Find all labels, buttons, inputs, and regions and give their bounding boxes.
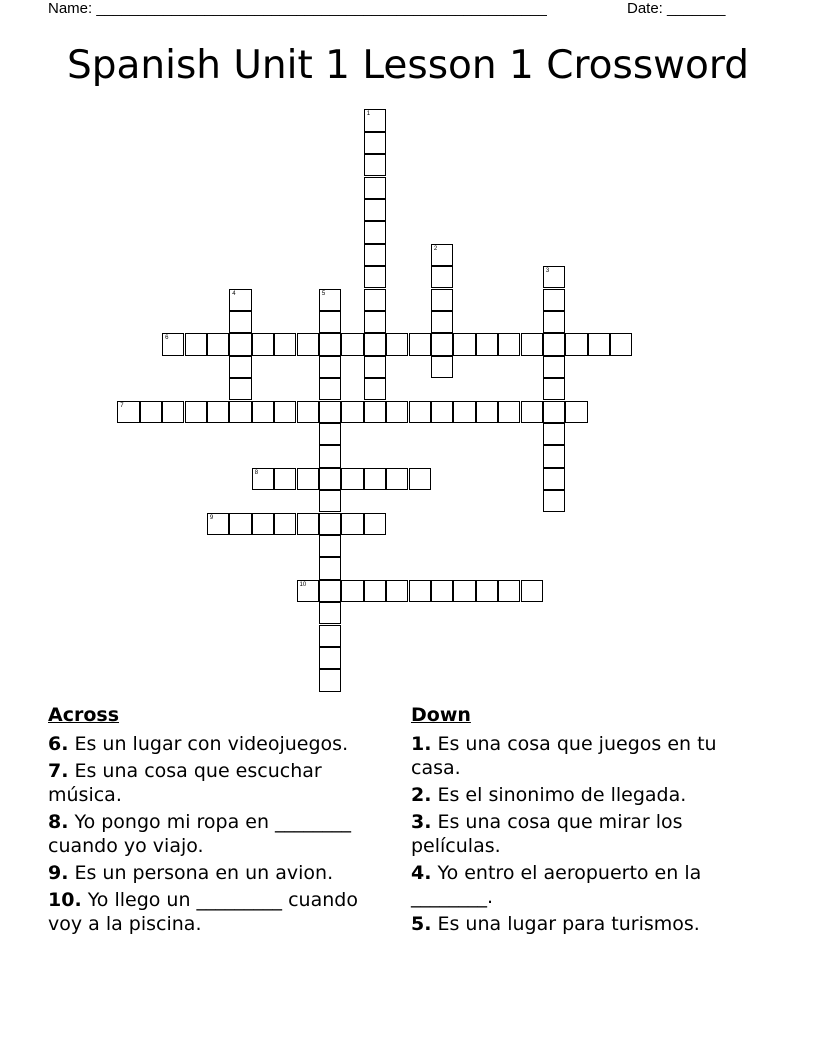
grid-cell[interactable] <box>274 513 296 535</box>
across-clues <box>48 703 393 939</box>
clue-number: 5. <box>411 913 432 935</box>
grid-cell[interactable] <box>297 580 319 602</box>
grid-cell[interactable] <box>543 289 565 311</box>
grid-cell[interactable] <box>565 401 587 423</box>
grid-cell[interactable] <box>409 333 431 355</box>
grid-cell[interactable] <box>319 535 341 557</box>
clue-down-3 <box>411 810 756 858</box>
grid-cell[interactable] <box>229 356 251 378</box>
grid-cell[interactable] <box>319 557 341 579</box>
grid-cell[interactable] <box>319 647 341 669</box>
clue-number-label: 9 <box>209 514 214 521</box>
grid-cell[interactable] <box>453 580 475 602</box>
clue-number: 2. <box>411 784 432 806</box>
grid-cell[interactable] <box>364 132 386 154</box>
clue-text: Es una cosa que juegos en tu casa. <box>411 733 717 779</box>
clue-text: Es una cosa que escuchar música. <box>48 760 322 806</box>
clue-down-5 <box>411 912 756 936</box>
grid-cell[interactable] <box>319 490 341 512</box>
grid-cell[interactable] <box>185 333 207 355</box>
clue-text: Yo llego un _________ cuando voy a la piscina. <box>48 889 358 935</box>
clue-number-label: 6 <box>165 335 169 342</box>
grid-cell[interactable] <box>207 513 229 535</box>
grid-cell[interactable] <box>319 445 341 467</box>
clue-text: Es una lugar para turismos. <box>431 913 700 935</box>
grid-cell[interactable] <box>364 580 386 602</box>
grid-cell[interactable] <box>319 580 341 602</box>
grid-cell[interactable] <box>297 513 319 535</box>
grid-cell[interactable] <box>297 333 319 355</box>
grid-cell[interactable] <box>409 580 431 602</box>
clue-number-label: 2 <box>433 245 438 252</box>
grid-cell[interactable] <box>319 311 341 333</box>
clue-text: Yo entro el aeropuerto en la ________. <box>411 862 702 908</box>
grid-cell[interactable] <box>543 445 565 467</box>
across-heading: Across <box>48 704 120 726</box>
grid-cell[interactable] <box>543 423 565 445</box>
grid-cell[interactable] <box>162 333 184 355</box>
clue-across-6 <box>48 732 393 756</box>
clue-number-label: 4 <box>232 290 236 297</box>
grid-cell[interactable] <box>162 401 184 423</box>
grid-cell[interactable] <box>364 468 386 490</box>
grid-cell[interactable] <box>543 490 565 512</box>
down-clues <box>411 703 756 939</box>
grid-cell[interactable] <box>319 356 341 378</box>
grid-cell[interactable] <box>252 513 274 535</box>
date-line: Date: _______ <box>627 0 726 17</box>
clue-number: 8. <box>48 811 69 833</box>
clue-number-label: 3 <box>545 268 550 275</box>
grid-cell[interactable] <box>364 311 386 333</box>
grid-cell[interactable] <box>431 401 453 423</box>
grid-cell[interactable] <box>341 580 363 602</box>
grid-cell[interactable] <box>341 513 363 535</box>
grid-cell[interactable] <box>409 468 431 490</box>
grid-cell[interactable] <box>319 625 341 647</box>
grid-cell[interactable] <box>341 468 363 490</box>
grid-cell[interactable] <box>476 401 498 423</box>
grid-cell[interactable] <box>364 513 386 535</box>
grid-cell[interactable] <box>386 333 408 355</box>
clue-number-label: 1 <box>366 111 371 118</box>
grid-cell[interactable] <box>431 244 453 266</box>
clue-number: 6. <box>48 733 69 755</box>
grid-cell[interactable] <box>364 244 386 266</box>
grid-cell[interactable] <box>297 401 319 423</box>
clue-number-label: 10 <box>299 581 307 588</box>
grid-cell[interactable] <box>364 154 386 176</box>
grid-cell[interactable] <box>543 468 565 490</box>
clue-number: 7. <box>48 760 69 782</box>
grid-cell[interactable] <box>117 401 139 423</box>
grid-cell[interactable] <box>185 401 207 423</box>
grid-cell[interactable] <box>476 580 498 602</box>
grid-cell[interactable] <box>229 513 251 535</box>
grid-cell[interactable] <box>252 401 274 423</box>
grid-cell[interactable] <box>543 333 565 355</box>
grid-cell[interactable] <box>229 378 251 400</box>
grid-cell[interactable] <box>431 333 453 355</box>
clue-number: 9. <box>48 862 69 884</box>
grid-cell[interactable] <box>207 401 229 423</box>
grid-cell[interactable] <box>319 423 341 445</box>
grid-cell[interactable] <box>297 468 319 490</box>
grid-cell[interactable] <box>252 468 274 490</box>
grid-cell[interactable] <box>252 333 274 355</box>
grid-cell[interactable] <box>319 669 341 691</box>
grid-cell[interactable] <box>386 580 408 602</box>
grid-cell[interactable] <box>543 401 565 423</box>
clue-number-label: 5 <box>321 290 326 297</box>
page-title: Spanish Unit 1 Lesson 1 Crossword <box>66 43 750 88</box>
grid-cell[interactable] <box>229 289 251 311</box>
grid-cell[interactable] <box>364 378 386 400</box>
grid-cell[interactable] <box>207 333 229 355</box>
grid-cell[interactable] <box>364 266 386 288</box>
grid-cell[interactable] <box>319 401 341 423</box>
grid-cell[interactable] <box>498 401 520 423</box>
clue-text: Yo pongo mi ropa en ________ cuando yo viajo. <box>48 811 352 857</box>
grid-cell[interactable] <box>431 266 453 288</box>
clue-number: 3. <box>411 811 432 833</box>
clue-text: Es el sinonimo de llegada. <box>431 784 687 806</box>
grid-cell[interactable] <box>364 177 386 199</box>
grid-cell[interactable] <box>498 333 520 355</box>
grid-cell[interactable] <box>588 333 610 355</box>
clue-down-4 <box>411 861 756 909</box>
grid-cell[interactable] <box>498 580 520 602</box>
grid-cell[interactable] <box>364 401 386 423</box>
clue-number: 1. <box>411 733 432 755</box>
grid-cell[interactable] <box>319 333 341 355</box>
grid-cell[interactable] <box>319 289 341 311</box>
grid-cell[interactable] <box>543 356 565 378</box>
grid-cell[interactable] <box>543 378 565 400</box>
grid-cell[interactable] <box>364 356 386 378</box>
grid-cell[interactable] <box>453 401 475 423</box>
clue-text: Es un lugar con videojuegos. <box>68 733 349 755</box>
grid-cell[interactable] <box>521 580 543 602</box>
grid-cell[interactable] <box>431 580 453 602</box>
grid-cell[interactable] <box>229 311 251 333</box>
clue-down-2 <box>411 783 756 807</box>
clue-across-9 <box>48 861 393 885</box>
clue-number-label: 8 <box>254 469 259 476</box>
grid-cell[interactable] <box>140 401 162 423</box>
grid-cell[interactable] <box>274 401 296 423</box>
down-heading: Down <box>411 704 471 726</box>
grid-cell[interactable] <box>386 401 408 423</box>
grid-cell[interactable] <box>364 333 386 355</box>
grid-cell[interactable] <box>610 333 632 355</box>
grid-cell[interactable] <box>319 468 341 490</box>
clue-number: 10. <box>48 889 82 911</box>
grid-cell[interactable] <box>319 378 341 400</box>
grid-cell[interactable] <box>274 468 296 490</box>
grid-cell[interactable] <box>319 602 341 624</box>
grid-cell[interactable] <box>386 468 408 490</box>
clue-down-1 <box>411 732 756 780</box>
grid-cell[interactable] <box>364 221 386 243</box>
grid-cell[interactable] <box>543 266 565 288</box>
clue-across-8 <box>48 810 393 858</box>
grid-cell[interactable] <box>364 289 386 311</box>
grid-cell[interactable] <box>274 333 296 355</box>
grid-cell[interactable] <box>521 333 543 355</box>
clue-text: Es un persona en un avion. <box>68 862 334 884</box>
clue-across-10 <box>48 888 393 936</box>
grid-cell[interactable] <box>565 333 587 355</box>
grid-cell[interactable] <box>319 513 341 535</box>
grid-cell[interactable] <box>543 311 565 333</box>
grid-cell[interactable] <box>409 401 431 423</box>
grid-cell[interactable] <box>364 199 386 221</box>
grid-cell[interactable] <box>341 401 363 423</box>
grid-cell[interactable] <box>431 311 453 333</box>
clue-across-7 <box>48 759 393 807</box>
grid-cell[interactable] <box>341 333 363 355</box>
clue-text: Es una cosa que mirar los películas. <box>411 811 683 857</box>
clue-number-label: 7 <box>120 402 124 409</box>
clue-number: 4. <box>411 862 432 884</box>
grid-cell[interactable] <box>364 109 386 131</box>
grid-cell[interactable] <box>431 356 453 378</box>
grid-cell[interactable] <box>229 401 251 423</box>
grid-cell[interactable] <box>431 289 453 311</box>
grid-cell[interactable] <box>453 333 475 355</box>
grid-cell[interactable] <box>229 333 251 355</box>
grid-cell[interactable] <box>521 401 543 423</box>
grid-cell[interactable] <box>476 333 498 355</box>
name-line: Name: ______________________________________________________ <box>48 0 547 17</box>
